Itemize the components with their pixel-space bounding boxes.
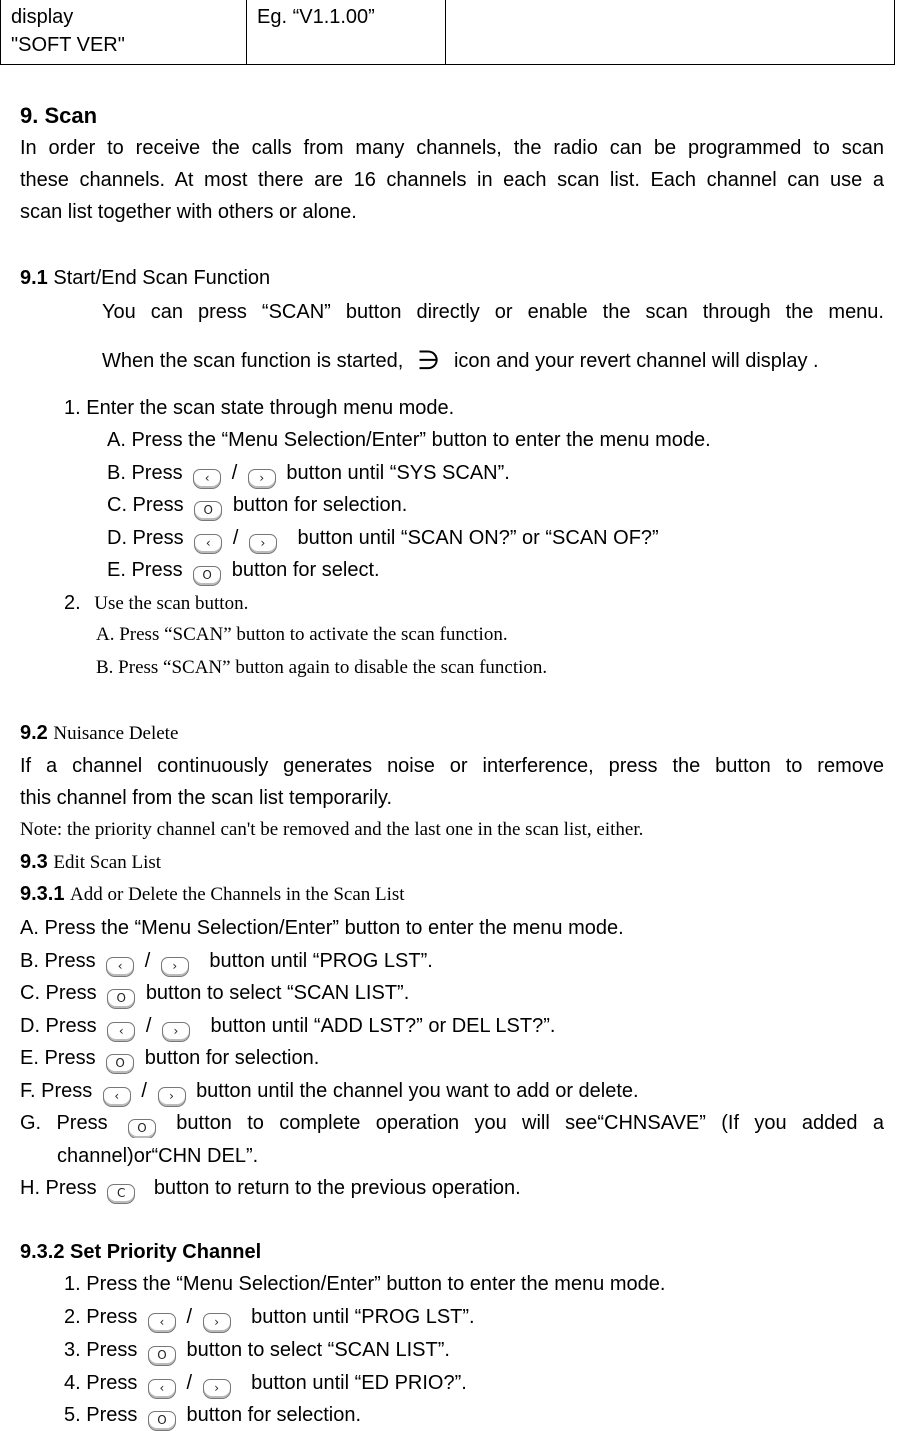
- table-cell: [1, 0, 247, 65]
- clear-key-icon: C: [107, 1184, 135, 1204]
- table-cell: Eg. “V1.1.00”: [247, 0, 446, 65]
- list-item: B. Press ‹ / › button until “PROG LST”.: [20, 948, 433, 977]
- paragraph-line: this channel from the scan list temporarily.: [20, 787, 393, 809]
- up-key-icon: ‹: [148, 1313, 176, 1333]
- scan-icon: ∋: [417, 346, 440, 376]
- list-item: 3. Press O button to select “SCAN LIST”.: [64, 1337, 450, 1366]
- subsection-heading: [20, 265, 270, 291]
- up-key-icon: ‹: [107, 1022, 135, 1042]
- table-cell-line: "SOFT VER": [11, 34, 125, 56]
- down-key-icon: ›: [203, 1379, 231, 1399]
- subsection-title: Add or Delete the Channels in the Scan List: [70, 884, 405, 905]
- list-item: H. Press C button to return to the previous operation.: [20, 1175, 521, 1204]
- key-separator: /: [231, 462, 238, 484]
- subsection-heading: [20, 881, 405, 908]
- section-paragraph: [20, 132, 884, 260]
- list-item: G. Press O button to complete operation you will see“CHNSAVE” (If you added a: [20, 1110, 884, 1138]
- table-cell-line: display: [11, 6, 74, 28]
- list-item: C. Press O button to select “SCAN LIST”.: [20, 980, 409, 1009]
- ok-key-icon: O: [148, 1411, 176, 1431]
- list-item: B. Press ‹ / › button until “SYS SCAN”.: [107, 460, 510, 489]
- key-separator: /: [186, 1306, 193, 1328]
- subsection-title: Edit Scan List: [53, 852, 162, 873]
- list-item: A. Press the “Menu Selection/Enter” button to enter the menu mode.: [107, 429, 711, 451]
- list-item: E. Press O button for selection.: [20, 1045, 319, 1074]
- note-text: Note: the priority channel can't be removed and the last one in the scan list, either.: [20, 819, 644, 840]
- table-cell: [446, 0, 895, 65]
- ok-key-icon: O: [193, 566, 221, 586]
- paragraph-line: When the scan function is started, ∋ icon and your revert channel will display .: [102, 346, 819, 376]
- list-item: F. Press ‹ / › button until the channel you want to add or delete.: [20, 1078, 639, 1107]
- subsection-number: 9.3: [20, 851, 48, 873]
- list-item: 1. Press the “Menu Selection/Enter” button to enter the menu mode.: [64, 1273, 666, 1295]
- subsection-title: Nuisance Delete: [53, 723, 179, 744]
- list-item: C. Press O button for selection.: [107, 492, 407, 521]
- section-heading: 9. Scan: [20, 103, 98, 128]
- subsection-number: 9.1: [20, 267, 48, 289]
- list-item: D. Press ‹ / › button until “SCAN ON?” or “SCAN OF?”: [107, 525, 659, 554]
- paragraph-line: If a channel continuously generates noise or interference, press the button to remove: [20, 755, 884, 777]
- paragraph-line: You can press “SCAN” button directly or enable the scan through the menu.: [102, 301, 884, 323]
- list-item-continuation: channel)or“CHN DEL”.: [57, 1145, 259, 1167]
- list-item: 4. Press ‹ / › button until “ED PRIO?”.: [64, 1370, 467, 1399]
- up-key-icon: ‹: [193, 469, 221, 489]
- subsection-heading: [20, 720, 178, 747]
- subsection-number: 9.2: [20, 722, 48, 744]
- down-key-icon: ›: [162, 1022, 190, 1042]
- list-item: E. Press O button for select.: [107, 557, 380, 586]
- down-key-icon: ›: [248, 469, 276, 489]
- down-key-icon: ›: [161, 957, 189, 977]
- ok-key-icon: O: [128, 1119, 156, 1138]
- list-item: 2. Press ‹ / › button until “PROG LST”.: [64, 1304, 475, 1333]
- down-key-icon: ›: [203, 1313, 231, 1333]
- table-row: [1, 0, 895, 65]
- down-key-icon: ›: [158, 1087, 186, 1107]
- key-separator: /: [232, 527, 239, 549]
- ok-key-icon: O: [106, 1054, 134, 1074]
- up-key-icon: ‹: [194, 534, 222, 554]
- list-item: D. Press ‹ / › button until “ADD LST?” or DEL LST?”.: [20, 1013, 555, 1042]
- list-item: 2. Use the scan button.: [64, 592, 249, 614]
- subsection-number: 9.3.1: [20, 883, 65, 905]
- subsection-heading: 9.3.2 Set Priority Channel: [20, 1241, 262, 1263]
- key-separator: /: [186, 1372, 193, 1394]
- list-item: A. Press “SCAN” button to activate the scan function.: [96, 624, 508, 645]
- up-key-icon: ‹: [103, 1087, 131, 1107]
- paragraph-line: these channels. At most there are 16 channels in each scan list. Each channel can use a: [20, 169, 884, 191]
- subsection-title: Start/End Scan Function: [53, 267, 271, 289]
- down-key-icon: ›: [249, 534, 277, 554]
- ok-key-icon: O: [107, 989, 135, 1009]
- up-key-icon: ‹: [148, 1379, 176, 1399]
- list-item: 1. Enter the scan state through menu mode.: [64, 397, 455, 419]
- ok-key-icon: O: [194, 501, 222, 521]
- spec-table: [0, 0, 895, 65]
- key-separator: /: [145, 1015, 152, 1037]
- key-separator: /: [141, 1080, 147, 1102]
- subsection-heading: [20, 849, 161, 876]
- list-item: 5. Press O button for selection.: [64, 1402, 361, 1431]
- paragraph-line: In order to receive the calls from many channels, the radio can be programmed to scan: [20, 137, 884, 159]
- list-item: B. Press “SCAN” button again to disable the scan function.: [96, 657, 548, 678]
- ok-key-icon: O: [148, 1346, 176, 1366]
- up-key-icon: ‹: [106, 957, 134, 977]
- paragraph-line: scan list together with others or alone.: [20, 201, 357, 223]
- key-separator: /: [144, 950, 151, 972]
- list-item: A. Press the “Menu Selection/Enter” button to enter the menu mode.: [20, 917, 624, 939]
